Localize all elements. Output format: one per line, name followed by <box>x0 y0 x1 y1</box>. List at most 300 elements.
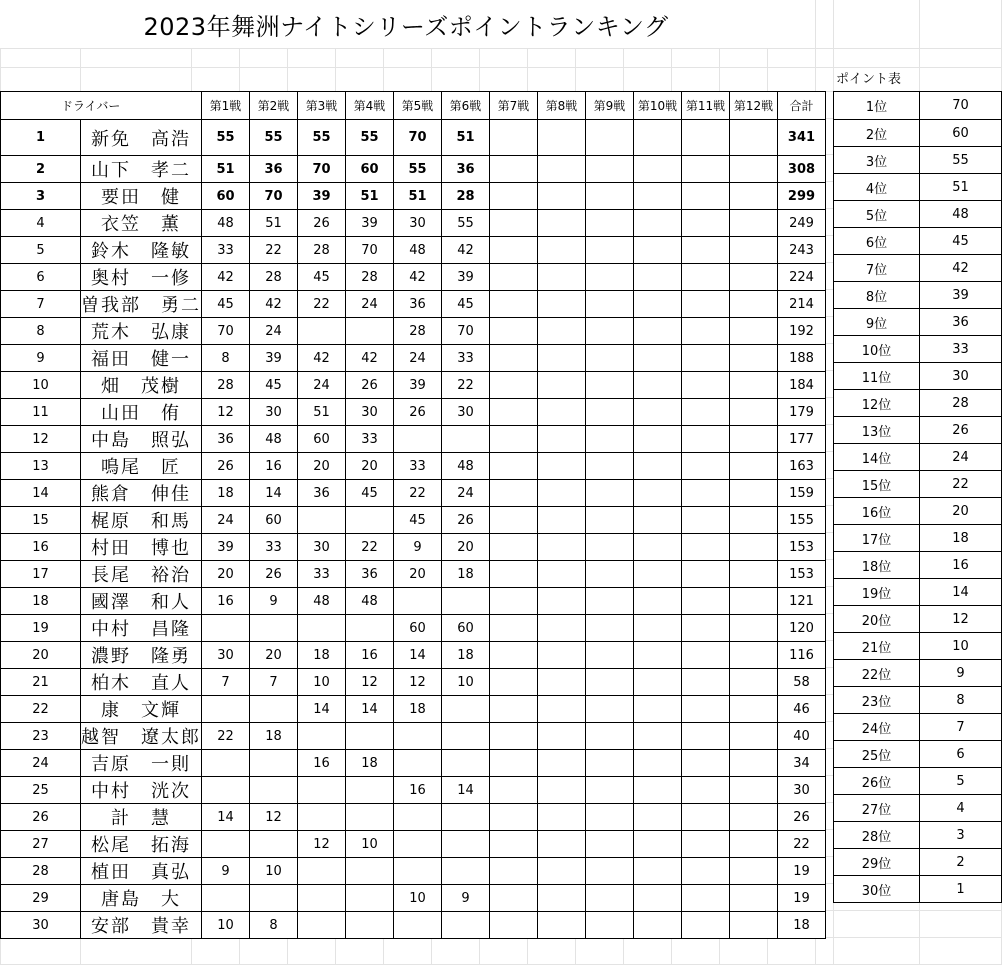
round-11-points-cell[interactable] <box>682 372 730 399</box>
round-5-points-cell[interactable] <box>394 750 442 777</box>
driver-name-cell[interactable]: 濃野 隆勇 <box>81 642 202 669</box>
round-10-points-cell[interactable] <box>634 831 682 858</box>
round-4-points-cell[interactable] <box>346 885 394 912</box>
round-10-points-cell[interactable] <box>634 723 682 750</box>
round-8-points-cell[interactable] <box>538 588 586 615</box>
round-9-points-cell[interactable] <box>586 318 634 345</box>
round-1-points-cell[interactable]: 24 <box>202 507 250 534</box>
round-3-points-cell[interactable] <box>298 804 346 831</box>
total-points-cell[interactable]: 40 <box>778 723 826 750</box>
round-6-points-cell[interactable]: 39 <box>442 264 490 291</box>
round-11-points-cell[interactable] <box>682 588 730 615</box>
driver-name-cell[interactable]: 國澤 和人 <box>81 588 202 615</box>
place-cell[interactable]: 6位 <box>834 228 920 255</box>
round-4-points-cell[interactable]: 51 <box>346 183 394 210</box>
place-points-cell[interactable]: 70 <box>920 92 1002 120</box>
round-8-points-cell[interactable] <box>538 183 586 210</box>
round-6-points-cell[interactable]: 20 <box>442 534 490 561</box>
round-5-points-cell[interactable]: 42 <box>394 264 442 291</box>
round-2-points-cell[interactable] <box>250 831 298 858</box>
round-10-points-cell[interactable] <box>634 615 682 642</box>
round-10-points-cell[interactable] <box>634 237 682 264</box>
round-11-points-cell[interactable] <box>682 156 730 183</box>
round-5-points-cell[interactable]: 9 <box>394 534 442 561</box>
round-2-points-cell[interactable]: 48 <box>250 426 298 453</box>
round-9-points-cell[interactable] <box>586 426 634 453</box>
round-9-points-cell[interactable] <box>586 453 634 480</box>
round-2-points-cell[interactable] <box>250 696 298 723</box>
place-cell[interactable]: 12位 <box>834 390 920 417</box>
round-12-points-cell[interactable] <box>730 318 778 345</box>
total-points-cell[interactable]: 299 <box>778 183 826 210</box>
round-4-points-cell[interactable] <box>346 318 394 345</box>
round-7-points-cell[interactable] <box>490 183 538 210</box>
round-12-points-cell[interactable] <box>730 723 778 750</box>
driver-name-cell[interactable]: 唐島 大 <box>81 885 202 912</box>
total-points-cell[interactable]: 46 <box>778 696 826 723</box>
round-12-points-cell[interactable] <box>730 120 778 156</box>
round-2-points-cell[interactable]: 18 <box>250 723 298 750</box>
place-cell[interactable]: 20位 <box>834 606 920 633</box>
total-points-cell[interactable]: 26 <box>778 804 826 831</box>
driver-rank-cell[interactable]: 19 <box>1 615 81 642</box>
round-11-points-cell[interactable] <box>682 912 730 939</box>
round-5-points-cell[interactable] <box>394 588 442 615</box>
round-2-points-cell[interactable]: 51 <box>250 210 298 237</box>
round-4-points-cell[interactable] <box>346 858 394 885</box>
place-cell[interactable]: 2位 <box>834 120 920 147</box>
round-2-points-cell[interactable]: 60 <box>250 507 298 534</box>
driver-rank-cell[interactable]: 8 <box>1 318 81 345</box>
round-8-points-cell[interactable] <box>538 264 586 291</box>
driver-rank-cell[interactable]: 7 <box>1 291 81 318</box>
round-2-points-cell[interactable]: 16 <box>250 453 298 480</box>
round-5-points-cell[interactable] <box>394 426 442 453</box>
round-10-points-cell[interactable] <box>634 372 682 399</box>
round-8-points-cell[interactable] <box>538 777 586 804</box>
driver-rank-cell[interactable]: 29 <box>1 885 81 912</box>
header-round-5[interactable]: 第5戦 <box>394 92 442 120</box>
driver-name-cell[interactable]: 柏木 直人 <box>81 669 202 696</box>
header-round-1[interactable]: 第1戦 <box>202 92 250 120</box>
round-4-points-cell[interactable]: 10 <box>346 831 394 858</box>
round-7-points-cell[interactable] <box>490 264 538 291</box>
driver-name-cell[interactable]: 荒木 弘康 <box>81 318 202 345</box>
place-points-cell[interactable]: 1 <box>920 876 1002 903</box>
round-8-points-cell[interactable] <box>538 156 586 183</box>
round-3-points-cell[interactable]: 30 <box>298 534 346 561</box>
driver-rank-cell[interactable]: 23 <box>1 723 81 750</box>
place-points-cell[interactable]: 39 <box>920 282 1002 309</box>
round-3-points-cell[interactable]: 18 <box>298 642 346 669</box>
round-3-points-cell[interactable]: 16 <box>298 750 346 777</box>
driver-name-cell[interactable]: 松尾 拓海 <box>81 831 202 858</box>
round-7-points-cell[interactable] <box>490 912 538 939</box>
round-5-points-cell[interactable]: 36 <box>394 291 442 318</box>
round-9-points-cell[interactable] <box>586 507 634 534</box>
round-6-points-cell[interactable]: 26 <box>442 507 490 534</box>
round-8-points-cell[interactable] <box>538 561 586 588</box>
round-10-points-cell[interactable] <box>634 669 682 696</box>
round-11-points-cell[interactable] <box>682 669 730 696</box>
round-5-points-cell[interactable]: 10 <box>394 885 442 912</box>
round-9-points-cell[interactable] <box>586 723 634 750</box>
round-4-points-cell[interactable]: 18 <box>346 750 394 777</box>
round-3-points-cell[interactable]: 45 <box>298 264 346 291</box>
place-points-cell[interactable]: 16 <box>920 552 1002 579</box>
driver-name-cell[interactable]: 奥村 一修 <box>81 264 202 291</box>
round-9-points-cell[interactable] <box>586 831 634 858</box>
round-3-points-cell[interactable]: 42 <box>298 345 346 372</box>
driver-name-cell[interactable]: 曽我部 勇二 <box>81 291 202 318</box>
place-cell[interactable]: 29位 <box>834 849 920 876</box>
driver-rank-cell[interactable]: 27 <box>1 831 81 858</box>
header-round-11[interactable]: 第11戦 <box>682 92 730 120</box>
place-points-cell[interactable]: 36 <box>920 309 1002 336</box>
round-4-points-cell[interactable]: 39 <box>346 210 394 237</box>
driver-name-cell[interactable]: 康 文輝 <box>81 696 202 723</box>
round-11-points-cell[interactable] <box>682 237 730 264</box>
place-cell[interactable]: 11位 <box>834 363 920 390</box>
total-points-cell[interactable]: 249 <box>778 210 826 237</box>
round-12-points-cell[interactable] <box>730 858 778 885</box>
round-6-points-cell[interactable] <box>442 750 490 777</box>
round-11-points-cell[interactable] <box>682 534 730 561</box>
driver-name-cell[interactable]: 安部 貴幸 <box>81 912 202 939</box>
driver-name-cell[interactable]: 畑 茂樹 <box>81 372 202 399</box>
driver-name-cell[interactable]: 中島 照弘 <box>81 426 202 453</box>
round-7-points-cell[interactable] <box>490 453 538 480</box>
round-3-points-cell[interactable]: 26 <box>298 210 346 237</box>
round-9-points-cell[interactable] <box>586 399 634 426</box>
round-6-points-cell[interactable]: 70 <box>442 318 490 345</box>
driver-name-cell[interactable]: 鈴木 隆敏 <box>81 237 202 264</box>
round-4-points-cell[interactable]: 26 <box>346 372 394 399</box>
total-points-cell[interactable]: 155 <box>778 507 826 534</box>
round-8-points-cell[interactable] <box>538 426 586 453</box>
driver-name-cell[interactable]: 長尾 裕治 <box>81 561 202 588</box>
round-12-points-cell[interactable] <box>730 480 778 507</box>
round-12-points-cell[interactable] <box>730 291 778 318</box>
round-3-points-cell[interactable] <box>298 723 346 750</box>
round-7-points-cell[interactable] <box>490 426 538 453</box>
round-7-points-cell[interactable] <box>490 534 538 561</box>
round-5-points-cell[interactable]: 60 <box>394 615 442 642</box>
round-8-points-cell[interactable] <box>538 912 586 939</box>
round-8-points-cell[interactable] <box>538 858 586 885</box>
round-7-points-cell[interactable] <box>490 885 538 912</box>
round-7-points-cell[interactable] <box>490 372 538 399</box>
round-6-points-cell[interactable] <box>442 696 490 723</box>
place-points-cell[interactable]: 8 <box>920 687 1002 714</box>
round-11-points-cell[interactable] <box>682 345 730 372</box>
round-7-points-cell[interactable] <box>490 156 538 183</box>
round-1-points-cell[interactable]: 39 <box>202 534 250 561</box>
header-round-8[interactable]: 第8戦 <box>538 92 586 120</box>
round-9-points-cell[interactable] <box>586 120 634 156</box>
round-6-points-cell[interactable]: 36 <box>442 156 490 183</box>
round-10-points-cell[interactable] <box>634 264 682 291</box>
round-3-points-cell[interactable]: 70 <box>298 156 346 183</box>
round-6-points-cell[interactable] <box>442 588 490 615</box>
round-9-points-cell[interactable] <box>586 858 634 885</box>
round-11-points-cell[interactable] <box>682 696 730 723</box>
header-round-3[interactable]: 第3戦 <box>298 92 346 120</box>
round-12-points-cell[interactable] <box>730 507 778 534</box>
round-2-points-cell[interactable]: 14 <box>250 480 298 507</box>
round-1-points-cell[interactable]: 20 <box>202 561 250 588</box>
round-12-points-cell[interactable] <box>730 156 778 183</box>
round-12-points-cell[interactable] <box>730 588 778 615</box>
round-11-points-cell[interactable] <box>682 723 730 750</box>
round-11-points-cell[interactable] <box>682 453 730 480</box>
header-round-7[interactable]: 第7戦 <box>490 92 538 120</box>
place-cell[interactable]: 14位 <box>834 444 920 471</box>
round-3-points-cell[interactable] <box>298 912 346 939</box>
round-5-points-cell[interactable]: 48 <box>394 237 442 264</box>
round-1-points-cell[interactable]: 70 <box>202 318 250 345</box>
round-1-points-cell[interactable]: 51 <box>202 156 250 183</box>
place-cell[interactable]: 16位 <box>834 498 920 525</box>
round-1-points-cell[interactable]: 42 <box>202 264 250 291</box>
round-3-points-cell[interactable]: 12 <box>298 831 346 858</box>
round-1-points-cell[interactable]: 22 <box>202 723 250 750</box>
round-2-points-cell[interactable]: 28 <box>250 264 298 291</box>
round-9-points-cell[interactable] <box>586 210 634 237</box>
round-10-points-cell[interactable] <box>634 183 682 210</box>
total-points-cell[interactable]: 18 <box>778 912 826 939</box>
driver-name-cell[interactable]: 山下 孝二 <box>81 156 202 183</box>
round-5-points-cell[interactable]: 28 <box>394 318 442 345</box>
round-12-points-cell[interactable] <box>730 885 778 912</box>
round-2-points-cell[interactable]: 20 <box>250 642 298 669</box>
place-points-cell[interactable]: 30 <box>920 363 1002 390</box>
header-round-2[interactable]: 第2戦 <box>250 92 298 120</box>
round-6-points-cell[interactable]: 60 <box>442 615 490 642</box>
round-12-points-cell[interactable] <box>730 372 778 399</box>
round-3-points-cell[interactable]: 51 <box>298 399 346 426</box>
round-8-points-cell[interactable] <box>538 120 586 156</box>
round-8-points-cell[interactable] <box>538 696 586 723</box>
place-cell[interactable]: 28位 <box>834 822 920 849</box>
round-10-points-cell[interactable] <box>634 696 682 723</box>
place-cell[interactable]: 18位 <box>834 552 920 579</box>
driver-name-cell[interactable]: 山田 侑 <box>81 399 202 426</box>
place-cell[interactable]: 17位 <box>834 525 920 552</box>
round-4-points-cell[interactable] <box>346 804 394 831</box>
place-cell[interactable]: 8位 <box>834 282 920 309</box>
round-9-points-cell[interactable] <box>586 291 634 318</box>
round-3-points-cell[interactable]: 36 <box>298 480 346 507</box>
round-4-points-cell[interactable]: 12 <box>346 669 394 696</box>
driver-name-cell[interactable]: 中村 洸次 <box>81 777 202 804</box>
round-7-points-cell[interactable] <box>490 804 538 831</box>
points-table-label[interactable]: ポイント表 <box>836 72 902 87</box>
round-2-points-cell[interactable]: 42 <box>250 291 298 318</box>
round-12-points-cell[interactable] <box>730 561 778 588</box>
round-9-points-cell[interactable] <box>586 912 634 939</box>
total-points-cell[interactable]: 153 <box>778 534 826 561</box>
round-9-points-cell[interactable] <box>586 642 634 669</box>
place-points-cell[interactable]: 9 <box>920 660 1002 687</box>
round-12-points-cell[interactable] <box>730 210 778 237</box>
round-10-points-cell[interactable] <box>634 318 682 345</box>
round-6-points-cell[interactable]: 24 <box>442 480 490 507</box>
round-1-points-cell[interactable]: 30 <box>202 642 250 669</box>
driver-rank-cell[interactable]: 2 <box>1 156 81 183</box>
total-points-cell[interactable]: 19 <box>778 858 826 885</box>
total-points-cell[interactable]: 159 <box>778 480 826 507</box>
round-10-points-cell[interactable] <box>634 642 682 669</box>
round-4-points-cell[interactable]: 45 <box>346 480 394 507</box>
round-1-points-cell[interactable] <box>202 696 250 723</box>
round-9-points-cell[interactable] <box>586 156 634 183</box>
round-7-points-cell[interactable] <box>490 120 538 156</box>
round-9-points-cell[interactable] <box>586 615 634 642</box>
place-points-cell[interactable]: 6 <box>920 741 1002 768</box>
place-points-cell[interactable]: 18 <box>920 525 1002 552</box>
round-3-points-cell[interactable]: 33 <box>298 561 346 588</box>
driver-rank-cell[interactable]: 20 <box>1 642 81 669</box>
round-1-points-cell[interactable]: 12 <box>202 399 250 426</box>
round-10-points-cell[interactable] <box>634 858 682 885</box>
round-7-points-cell[interactable] <box>490 480 538 507</box>
round-6-points-cell[interactable]: 51 <box>442 120 490 156</box>
round-8-points-cell[interactable] <box>538 831 586 858</box>
place-points-cell[interactable]: 5 <box>920 768 1002 795</box>
round-1-points-cell[interactable]: 45 <box>202 291 250 318</box>
round-8-points-cell[interactable] <box>538 345 586 372</box>
driver-name-cell[interactable]: 要田 健 <box>81 183 202 210</box>
round-6-points-cell[interactable] <box>442 804 490 831</box>
header-driver[interactable]: ドライバー <box>1 92 202 120</box>
total-points-cell[interactable]: 192 <box>778 318 826 345</box>
driver-name-cell[interactable]: 新免 高浩 <box>81 120 202 156</box>
round-10-points-cell[interactable] <box>634 885 682 912</box>
round-7-points-cell[interactable] <box>490 615 538 642</box>
driver-rank-cell[interactable]: 3 <box>1 183 81 210</box>
round-5-points-cell[interactable] <box>394 723 442 750</box>
round-6-points-cell[interactable]: 10 <box>442 669 490 696</box>
round-9-points-cell[interactable] <box>586 183 634 210</box>
driver-name-cell[interactable]: 衣笠 薫 <box>81 210 202 237</box>
round-6-points-cell[interactable]: 45 <box>442 291 490 318</box>
round-11-points-cell[interactable] <box>682 615 730 642</box>
total-points-cell[interactable]: 184 <box>778 372 826 399</box>
round-2-points-cell[interactable]: 8 <box>250 912 298 939</box>
total-points-cell[interactable]: 163 <box>778 453 826 480</box>
round-11-points-cell[interactable] <box>682 642 730 669</box>
round-7-points-cell[interactable] <box>490 588 538 615</box>
round-3-points-cell[interactable]: 48 <box>298 588 346 615</box>
round-8-points-cell[interactable] <box>538 210 586 237</box>
place-points-cell[interactable]: 48 <box>920 201 1002 228</box>
total-points-cell[interactable]: 224 <box>778 264 826 291</box>
round-9-points-cell[interactable] <box>586 804 634 831</box>
round-12-points-cell[interactable] <box>730 534 778 561</box>
round-2-points-cell[interactable]: 22 <box>250 237 298 264</box>
driver-rank-cell[interactable]: 1 <box>1 120 81 156</box>
round-4-points-cell[interactable]: 42 <box>346 345 394 372</box>
place-cell[interactable]: 27位 <box>834 795 920 822</box>
round-2-points-cell[interactable]: 26 <box>250 561 298 588</box>
round-2-points-cell[interactable] <box>250 615 298 642</box>
round-7-points-cell[interactable] <box>490 696 538 723</box>
driver-rank-cell[interactable]: 15 <box>1 507 81 534</box>
round-10-points-cell[interactable] <box>634 210 682 237</box>
round-5-points-cell[interactable] <box>394 831 442 858</box>
round-3-points-cell[interactable] <box>298 885 346 912</box>
round-11-points-cell[interactable] <box>682 183 730 210</box>
round-4-points-cell[interactable]: 30 <box>346 399 394 426</box>
round-11-points-cell[interactable] <box>682 831 730 858</box>
round-2-points-cell[interactable]: 45 <box>250 372 298 399</box>
round-1-points-cell[interactable]: 16 <box>202 588 250 615</box>
round-5-points-cell[interactable]: 51 <box>394 183 442 210</box>
round-6-points-cell[interactable]: 18 <box>442 642 490 669</box>
place-cell[interactable]: 9位 <box>834 309 920 336</box>
round-3-points-cell[interactable] <box>298 777 346 804</box>
round-2-points-cell[interactable]: 39 <box>250 345 298 372</box>
round-12-points-cell[interactable] <box>730 399 778 426</box>
place-cell[interactable]: 30位 <box>834 876 920 903</box>
round-9-points-cell[interactable] <box>586 588 634 615</box>
round-5-points-cell[interactable]: 14 <box>394 642 442 669</box>
round-12-points-cell[interactable] <box>730 237 778 264</box>
total-points-cell[interactable]: 177 <box>778 426 826 453</box>
driver-name-cell[interactable]: 計 慧 <box>81 804 202 831</box>
place-points-cell[interactable]: 45 <box>920 228 1002 255</box>
round-1-points-cell[interactable]: 36 <box>202 426 250 453</box>
round-4-points-cell[interactable] <box>346 723 394 750</box>
round-7-points-cell[interactable] <box>490 237 538 264</box>
round-9-points-cell[interactable] <box>586 264 634 291</box>
round-1-points-cell[interactable]: 14 <box>202 804 250 831</box>
round-1-points-cell[interactable]: 10 <box>202 912 250 939</box>
round-7-points-cell[interactable] <box>490 291 538 318</box>
total-points-cell[interactable]: 243 <box>778 237 826 264</box>
round-1-points-cell[interactable]: 33 <box>202 237 250 264</box>
driver-name-cell[interactable]: 熊倉 伸佳 <box>81 480 202 507</box>
round-1-points-cell[interactable] <box>202 615 250 642</box>
total-points-cell[interactable]: 58 <box>778 669 826 696</box>
place-cell[interactable]: 4位 <box>834 174 920 201</box>
place-points-cell[interactable]: 26 <box>920 417 1002 444</box>
header-round-10[interactable]: 第10戦 <box>634 92 682 120</box>
driver-rank-cell[interactable]: 30 <box>1 912 81 939</box>
header-round-9[interactable]: 第9戦 <box>586 92 634 120</box>
round-4-points-cell[interactable] <box>346 777 394 804</box>
round-5-points-cell[interactable]: 24 <box>394 345 442 372</box>
round-3-points-cell[interactable] <box>298 507 346 534</box>
round-3-points-cell[interactable]: 10 <box>298 669 346 696</box>
round-12-points-cell[interactable] <box>730 264 778 291</box>
round-10-points-cell[interactable] <box>634 912 682 939</box>
place-cell[interactable]: 19位 <box>834 579 920 606</box>
place-cell[interactable]: 24位 <box>834 714 920 741</box>
round-12-points-cell[interactable] <box>730 777 778 804</box>
driver-name-cell[interactable]: 吉原 一則 <box>81 750 202 777</box>
total-points-cell[interactable]: 116 <box>778 642 826 669</box>
round-11-points-cell[interactable] <box>682 399 730 426</box>
place-points-cell[interactable]: 28 <box>920 390 1002 417</box>
round-8-points-cell[interactable] <box>538 642 586 669</box>
place-points-cell[interactable]: 4 <box>920 795 1002 822</box>
round-11-points-cell[interactable] <box>682 777 730 804</box>
round-8-points-cell[interactable] <box>538 372 586 399</box>
driver-rank-cell[interactable]: 12 <box>1 426 81 453</box>
round-7-points-cell[interactable] <box>490 669 538 696</box>
